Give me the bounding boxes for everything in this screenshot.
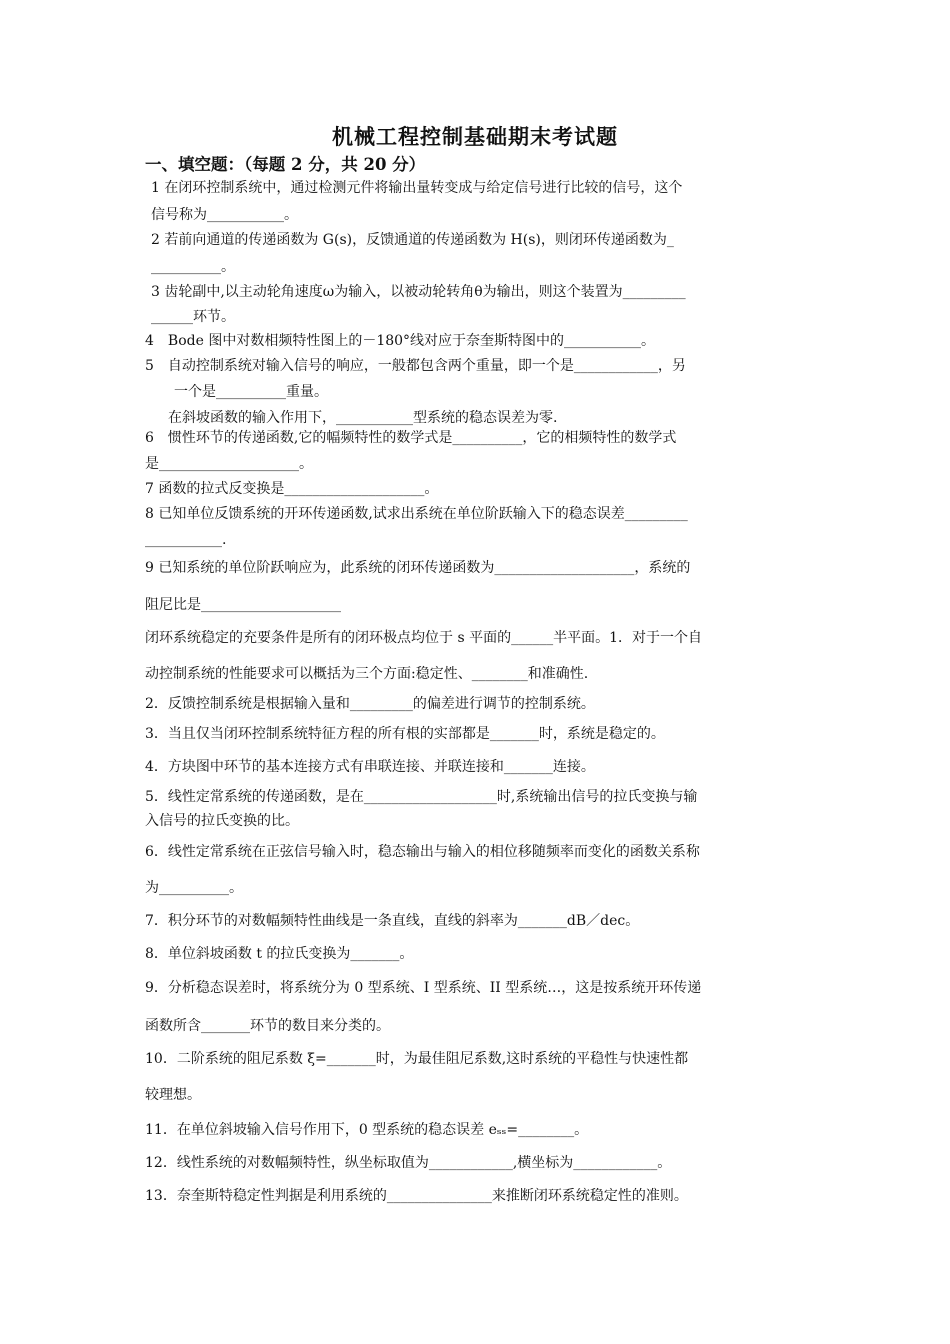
text-line: 9．分析稳态误差时，将系统分为 0 型系统、I 型系统、II 型系统…，这是按系统开环传递 bbox=[145, 980, 702, 996]
text-line: 12．线性系统的对数幅频特性，纵坐标取值为____________,横坐标为____________。 bbox=[145, 1155, 672, 1171]
text-line: 3．当且仅当闭环控制系统特征方程的所有根的实部都是_______时，系统是稳定的。 bbox=[145, 726, 665, 742]
text-line: 4．方块图中环节的基本连接方式有串联连接、并联连接和_______连接。 bbox=[145, 759, 595, 775]
text-line: 13．奈奎斯特稳定性判据是利用系统的_______________来推断闭环系统稳定性的准则。 bbox=[145, 1188, 688, 1204]
text-line: 入信号的拉氏变换的比。 bbox=[145, 813, 299, 829]
text-line: __________。 bbox=[151, 259, 235, 275]
text-line: 5 自动控制系统对输入信号的响应，一般都包含两个重量，即一个是____________，另 bbox=[145, 358, 686, 374]
text-line: 2．反馈控制系统是根据输入量和_________的偏差进行调节的控制系统。 bbox=[145, 696, 595, 712]
text-line: ______环节。 bbox=[151, 309, 235, 325]
text-line: 动控制系统的性能要求可以概括为三个方面:稳定性、________和准确性. bbox=[145, 666, 589, 682]
text-line: 6 惯性环节的传递函数,它的幅频特性的数学式是__________，它的相频特性的数学式 bbox=[145, 430, 677, 446]
text-line: 在斜坡函数的输入作用下，___________型系统的稳态误差为零. bbox=[168, 410, 558, 426]
page-title: 机械工程控制基础期末考试题 bbox=[332, 124, 618, 149]
text-line: 1 在闭环控制系统中，通过检测元件将输出量转变成与给定信号进行比较的信号，这个 bbox=[151, 180, 683, 196]
text-line: 4 Bode 图中对数相频特性图上的－180°线对应于奈奎斯特图中的___________。 bbox=[145, 333, 656, 349]
text-line: 较理想。 bbox=[145, 1087, 201, 1103]
text-line: 函数所含_______环节的数目来分类的。 bbox=[145, 1018, 390, 1034]
text-line: 5．线性定常系统的传递函数，是在___________________时,系统输出信号的拉氏变换与输 bbox=[145, 789, 698, 805]
text-line: ___________. bbox=[145, 532, 227, 548]
text-line: 信号称为___________。 bbox=[151, 207, 298, 223]
text-line: 10．二阶系统的阻尼系数 ξ=_______时，为最佳阻尼系数,这时系统的平稳性与快速性都 bbox=[145, 1051, 689, 1067]
text-line: 是____________________。 bbox=[145, 456, 313, 472]
text-line: 7．积分环节的对数幅频特性曲线是一条直线，直线的斜率为_______dB／dec。 bbox=[145, 913, 640, 929]
text-line: 8．单位斜坡函数 t 的拉氏变换为_______。 bbox=[145, 946, 414, 962]
text-line: 6．线性定常系统在正弦信号输入时，稳态输出与输入的相位移随频率而变化的函数关系称 bbox=[145, 844, 700, 860]
text-line: 闭环系统稳定的充要条件是所有的闭环极点均位于 s 平面的______半平面。1．对于一个自 bbox=[145, 630, 702, 646]
section-heading: 一、填空题：（每题 2 分，共 20 分） bbox=[145, 155, 426, 174]
text-line: 阻尼比是____________________ bbox=[145, 597, 341, 613]
text-line: 一个是__________重量。 bbox=[174, 384, 328, 400]
text-line: 2 若前向通道的传递函数为 G(s)，反馈通道的传递函数为 H(s)，则闭环传递函数为_ bbox=[151, 232, 674, 248]
text-line: 3 齿轮副中,以主动轮角速度ω为输入，以被动轮转角θ为输出，则这个装置为_________ bbox=[151, 284, 686, 300]
text-line: 为__________。 bbox=[145, 880, 243, 896]
text-line: 8 已知单位反馈系统的开环传递函数,试求出系统在单位阶跃输入下的稳态误差_________ bbox=[145, 506, 688, 522]
text-line: 7 函数的拉式反变换是____________________。 bbox=[145, 481, 439, 497]
text-line: 9 已知系统的单位阶跃响应为，此系统的闭环传递函数为____________________，系统的 bbox=[145, 560, 691, 576]
text-line: 11．在单位斜坡输入信号作用下，0 型系统的稳态误差 eₛₛ=________。 bbox=[145, 1122, 589, 1138]
